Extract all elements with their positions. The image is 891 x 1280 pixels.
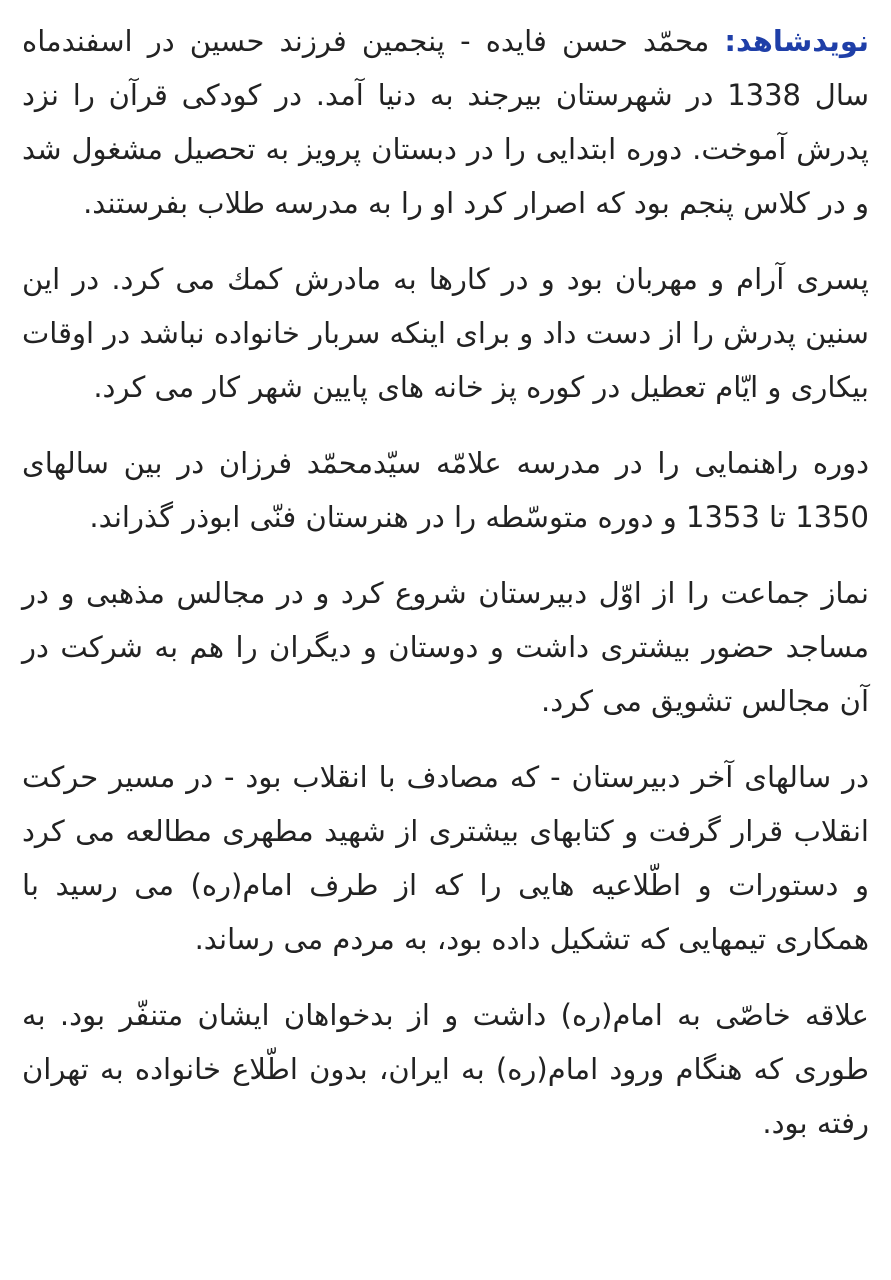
paragraph-4: نماز جماعت را از اوّل دبیرستان شروع کرد و در مجالس مذهبی و در مساجد حضور بیشتری داشت و دوستان و دیگران را هم به شرکت در آن مجالس تشویق می کرد.	[22, 576, 869, 718]
paragraph-1-text: محمّد حسن فایده - پنجمین فرزند حسین در اسفندماه سال 1338 در شهرستان بیرجند به دنیا آمد. در کودکی قرآن را نزد پدرش آموخت. دوره ابتدایی را در دبستان پرویز به تحصیل مشغول شد و در کلاس پنجم بود که اصرار کرد او را به مدرسه طلاب بفرستند.	[22, 24, 869, 220]
paragraph-1	[22, 14, 869, 230]
paragraph-5: در سالهای آخر دبیرستان - که مصادف با انقلاب بود - در مسیر حرکت انقلاب قرار گرفت و کتابهای بیشتری از شهید مطهری مطالعه می کرد و دستورات و اطّلاعیه هایی را که از طرف امام(ره) می رسید با همکاری تیمهایی که تشکیل داده بود، به مردم می رساند.	[22, 760, 869, 956]
paragraph-3: دوره راهنمایی را در مدرسه علامّه سیّدمحمّد فرزان در بین سالهای 1350 تا 1353 و دوره متوسّطه را در هنرستان فنّی ابوذر گذراند.	[22, 446, 869, 534]
paragraph-2: پسری آرام و مهربان بود و در کارها به مادرش کمك می كرد. در این سنین پدرش را از دست داد و برای اینکه سربار خانواده نباشد در اوقات بیکاری و ایّام تعطیل در کوره پز خانه های پایین شهر کار می کرد.	[22, 262, 869, 404]
source-label[interactable]: نویدشاهد:	[724, 24, 869, 58]
paragraph-6: علاقه خاصّی به امام(ره) داشت و از بدخواهان ایشان متنفّر بود. به طوری که هنگام ورود امام(ره) به ایران، بدون اطّلاع خانواده به تهران رفته بود.	[22, 998, 869, 1140]
